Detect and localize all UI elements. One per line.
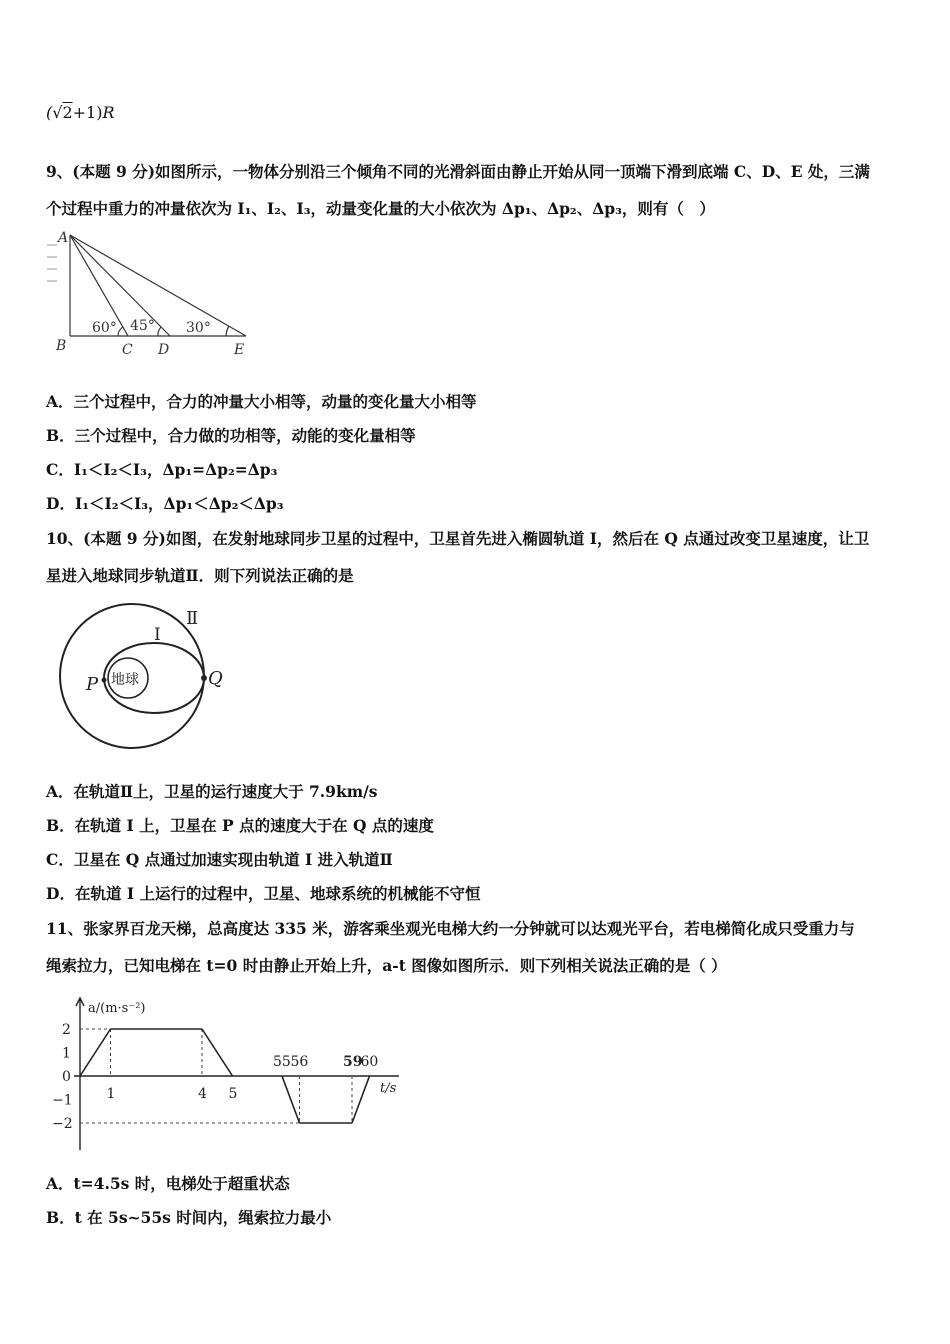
y-tick-label-2: 0	[62, 1069, 71, 1085]
formula-r: R	[102, 103, 115, 122]
x-axis-label: t/s	[380, 1081, 397, 1096]
angle-label-e: 30°	[186, 320, 211, 336]
label-d: D	[158, 342, 170, 358]
q10-option-b[interactable]: B．在轨道 I 上，卫星在 P 点的速度大于在 Q 点的速度	[46, 816, 434, 835]
point-p	[102, 678, 107, 683]
q10-option-d[interactable]: D．在轨道 I 上运行的过程中，卫星、地球系统的机械能不守恒	[46, 884, 481, 903]
y-tick-label-0: 2	[62, 1022, 71, 1038]
y-tick-label-4: −2	[52, 1116, 73, 1132]
formula-radicand: 2	[62, 103, 73, 122]
q11-at-chart	[44, 990, 424, 1155]
point-q	[201, 675, 207, 681]
angle-label-d: 45°	[130, 318, 155, 334]
series-segment-6	[352, 1076, 370, 1123]
q9-option-d[interactable]: D．I₁＜I₂＜I₃，Δp₁＜Δp₂＜Δp₃	[46, 494, 284, 513]
label-p: P	[86, 674, 99, 695]
q9-option-c[interactable]: C．I₁＜I₂＜I₃，Δp₁=Δp₂=Δp₃	[46, 460, 278, 479]
prev-answer-formula	[46, 103, 115, 122]
label-b: B	[56, 338, 67, 354]
q9-option-b[interactable]: B．三个过程中，合力做的功相等，动能的变化量相等	[46, 426, 416, 445]
label-earth: 地球	[111, 672, 139, 688]
y-tick-label-3: −1	[52, 1092, 73, 1109]
angle-arc-d	[158, 327, 161, 336]
q11-stem-line2: 绳索拉力，已知电梯在 t=0 时由静止开始上升，a-t 图像如图所示．则下列相关说法正确的是（ ）	[46, 956, 727, 975]
q10-stem-line1: 10、(本题 9 分)如图，在发射地球同步卫星的过程中，卫星首先进入椭圆轨道 I，然后在 Q 点通过改变卫星速度，让卫	[46, 529, 870, 548]
q9-incline-figure	[44, 226, 264, 366]
x-tick-label-60: 60	[360, 1054, 379, 1070]
label-e: E	[234, 342, 245, 358]
formula-plus-one: +1)	[72, 103, 103, 122]
x-tick-label-5: 5	[228, 1086, 238, 1102]
y-tick-label-1: 1	[62, 1045, 71, 1062]
label-q: Q	[208, 668, 223, 689]
label-orbit-1: I	[154, 625, 161, 645]
label-c: C	[122, 342, 133, 358]
label-orbit-2: Ⅱ	[186, 608, 199, 629]
label-a: A	[58, 230, 69, 246]
incline-ad	[70, 235, 170, 336]
q11-option-a[interactable]: A．t=4.5s 时，电梯处于超重状态	[46, 1174, 290, 1193]
formula-open-paren: (	[46, 103, 53, 122]
q9-stem-line2: 个过程中重力的冲量依次为 I₁、I₂、I₃，动量变化量的大小依次为 Δp₁、Δp₂、Δp₃，则有（ ）	[46, 199, 715, 218]
q9-stem-line1: 9、(本题 9 分)如图所示，一物体分别沿三个倾角不同的光滑斜面由静止开始从同一顶端下滑到底端 C、D、E 处，三满	[46, 162, 870, 181]
q10-option-a[interactable]: A．在轨道Ⅱ上，卫星的运行速度大于 7.9km/s	[46, 782, 378, 801]
q11-stem-line1: 11、张家界百龙天梯，总高度达 335 米，游客乘坐观光电梯大约一分钟就可以达观光平台，若电梯简化成只受重力与	[46, 919, 855, 938]
series-segment-0	[80, 1029, 111, 1076]
y-axis-label: a/(m·s⁻²)	[88, 1001, 146, 1016]
angle-arc-c	[118, 327, 123, 336]
q11-option-b[interactable]: B．t 在 5s~55s 时间内，绳索拉力最小	[46, 1208, 332, 1227]
x-tick-label-4: 4	[198, 1086, 207, 1102]
x-tick-label-55: 55	[273, 1054, 291, 1070]
x-tick-label-56: 56	[290, 1054, 309, 1070]
q9-option-a[interactable]: A．三个过程中，合力的冲量大小相等，动量的变化量大小相等	[46, 392, 477, 411]
series-segment-2	[202, 1029, 233, 1076]
x-tick-label-59: 59	[343, 1054, 363, 1070]
series-segment-4	[282, 1076, 300, 1123]
sqrt-symbol: √	[52, 103, 63, 122]
angle-arc-e	[226, 326, 229, 336]
q10-option-c[interactable]: C．卫星在 Q 点通过加速实现由轨道 I 进入轨道Ⅱ	[46, 850, 393, 869]
q10-orbit-figure	[46, 598, 246, 753]
q10-stem-line2: 星进入地球同步轨道Ⅱ．则下列说法正确的是	[46, 566, 354, 585]
angle-label-c: 60°	[92, 320, 117, 336]
x-tick-label-1: 1	[106, 1086, 116, 1102]
